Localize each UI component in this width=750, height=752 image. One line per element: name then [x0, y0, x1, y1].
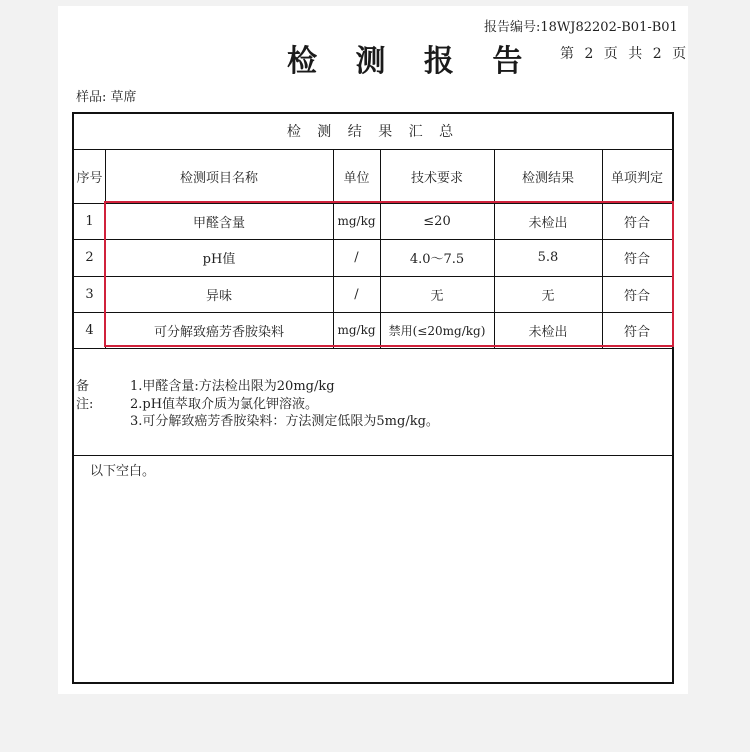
- notes-list: [130, 378, 439, 431]
- table-cell: 4: [85, 322, 94, 338]
- table-cell: 符合: [623, 252, 650, 267]
- table-bottom-line: [74, 348, 672, 349]
- table-cell: 甲醛含量: [192, 215, 245, 231]
- table-cell: pH值: [202, 252, 236, 267]
- table-cell: 禁用(≤20mg/kg): [388, 323, 486, 338]
- table-cell: 未检出: [528, 324, 568, 340]
- summary-caption: 检 测 结 果 汇 总: [74, 114, 672, 150]
- blank-statement: 以下空白。: [90, 464, 156, 479]
- col-header-index: 序号: [76, 171, 103, 186]
- col-header-judgment: 单项判定: [610, 171, 663, 186]
- table-cell: 可分解致癌芳香胺染料: [153, 324, 284, 340]
- notes-label: 备注:: [76, 379, 94, 412]
- col-header-item: 检测项目名称: [179, 171, 258, 186]
- table-cell: 符合: [623, 288, 650, 304]
- table-cell: 符合: [623, 324, 650, 340]
- table-cell: 异味: [205, 288, 232, 304]
- table-cell: ≤20: [423, 213, 451, 229]
- table-cell: 符合: [623, 215, 650, 231]
- table-cell: /: [354, 286, 359, 302]
- note-item: 2.pH值萃取介质为氯化钾溶液。: [130, 396, 319, 412]
- page-indicator: 第 2 页 共 2 页: [560, 46, 690, 62]
- col-header-result: 检测结果: [521, 171, 574, 186]
- col-header-unit: 单位: [343, 171, 370, 186]
- table-cell: 5.8: [537, 250, 559, 265]
- report-number: 报告编号:18WJ82202-B01-B01: [484, 20, 678, 35]
- report-title: 检 测 报 告: [287, 44, 537, 79]
- table-cell: 2: [85, 250, 94, 265]
- table-cell: mg/kg: [337, 323, 376, 337]
- note-item: 1.甲醛含量:方法检出限为20mg/kg: [130, 379, 335, 394]
- col-header-requirement: 技术要求: [410, 171, 463, 186]
- sample-label: 样品: 草席: [76, 90, 137, 105]
- table-cell: 无: [430, 288, 444, 304]
- table-cell: 1: [85, 213, 94, 229]
- table-cell: /: [354, 250, 359, 265]
- table-cell: mg/kg: [337, 214, 376, 228]
- notes-bottom-line: [74, 455, 672, 456]
- note-item: 3.可分解致癌芳香胺染料：方法测定低限为5mg/kg。: [130, 414, 439, 429]
- table-cell: 未检出: [528, 215, 568, 231]
- table-cell: 3: [85, 286, 94, 302]
- table-cell: 4.0～7.5: [409, 252, 465, 267]
- table-cell: 无: [541, 288, 555, 304]
